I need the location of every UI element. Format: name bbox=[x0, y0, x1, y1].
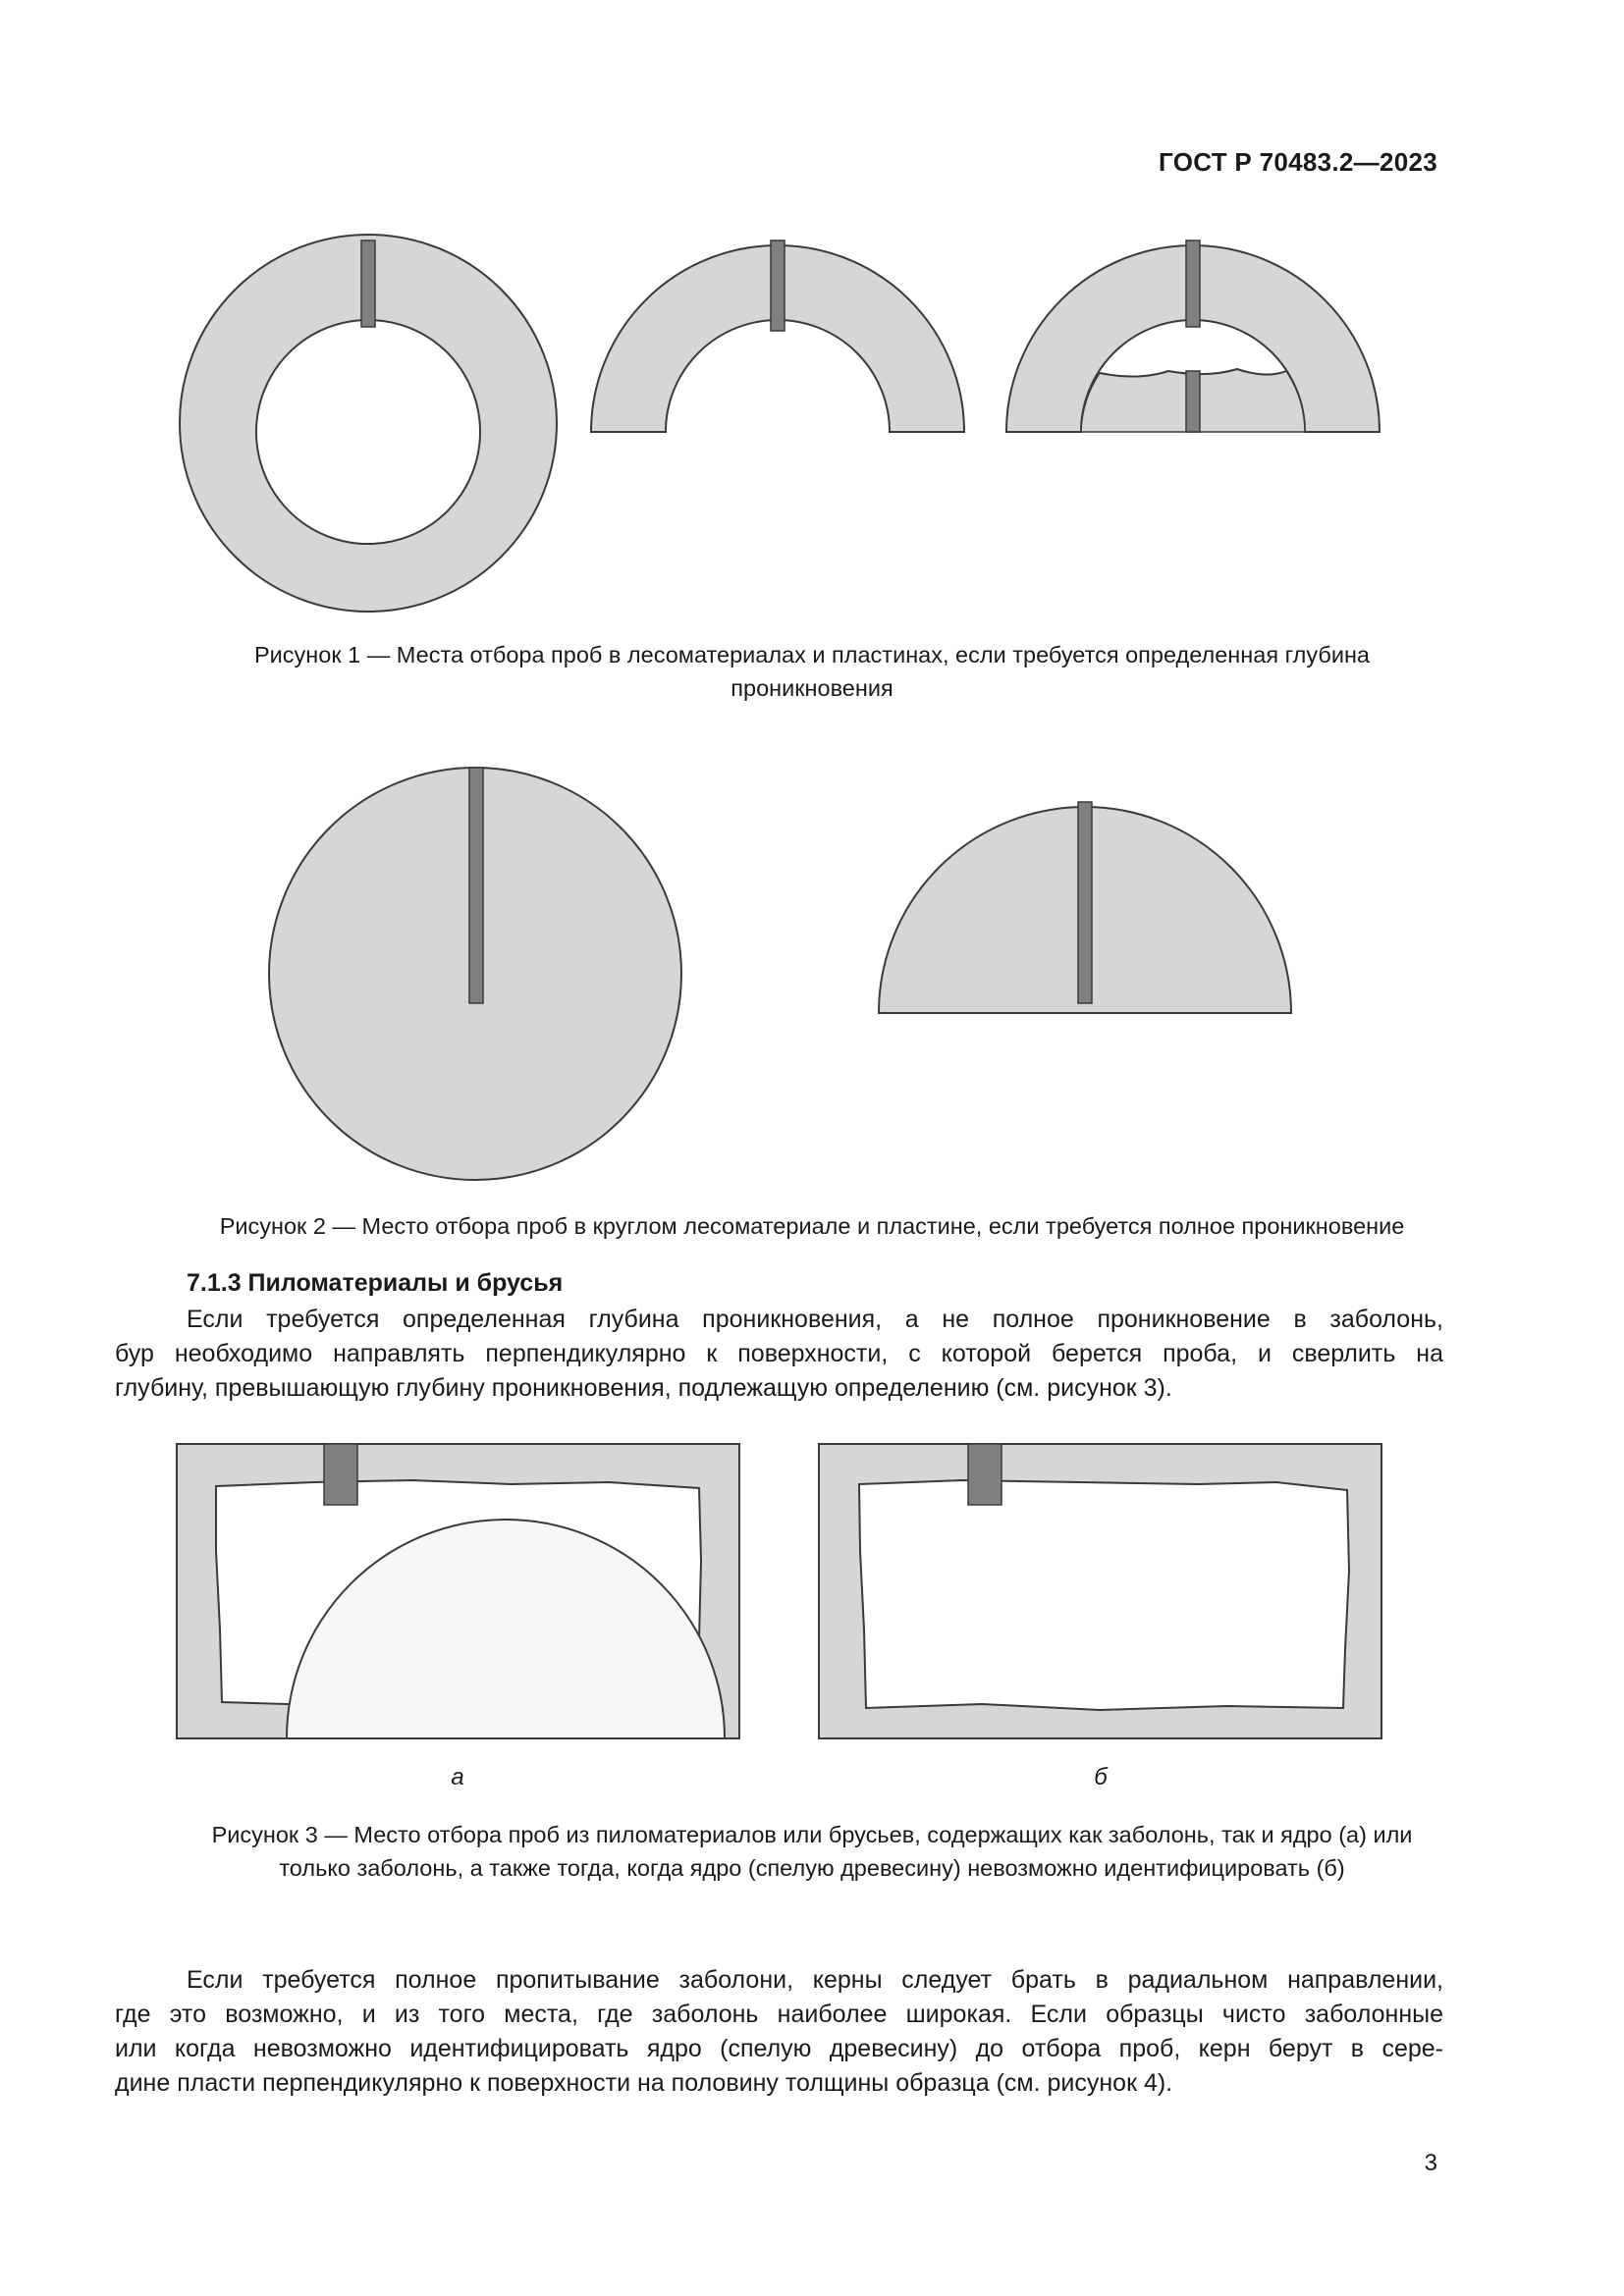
sub-label-b: б bbox=[1094, 1764, 1108, 1790]
figure-1-caption bbox=[128, 638, 1496, 705]
paragraph-line: Если требуется полное пропитывание заболони, керны следует брать в радиальном направлении, bbox=[187, 1966, 1443, 1994]
lumber-sapwood-only bbox=[819, 1444, 1381, 1738]
section-heading: 7.1.3 Пиломатериалы и брусья bbox=[187, 1269, 564, 1297]
standard-code: ГОСТ Р 70483.2—2023 bbox=[1159, 147, 1437, 177]
figure-2-drawing bbox=[0, 746, 1624, 1198]
inner-cavity bbox=[859, 1480, 1349, 1710]
page-number: 3 bbox=[1424, 2150, 1437, 2176]
figure-2 bbox=[0, 746, 1624, 1256]
core-sample bbox=[324, 1444, 357, 1505]
figure-3-caption bbox=[128, 1818, 1496, 1885]
core-sample bbox=[1078, 802, 1092, 1003]
paragraph-line: Если требуется определенная глубина проникновения, а не полное проникновение в заболонь, bbox=[187, 1306, 1443, 1333]
core-sample-lower bbox=[1186, 371, 1200, 432]
sub-label-a: а bbox=[451, 1764, 464, 1790]
half-ring-split-core-section bbox=[1006, 240, 1380, 432]
core-sample-upper bbox=[1186, 240, 1200, 327]
section-paragraph bbox=[115, 1303, 1443, 1406]
caption-line: Рисунок 3 — Место отбора проб из пиломатериалов или брусьев, содержащих как заболонь, так и ядро (а) или bbox=[211, 1822, 1413, 1847]
paragraph-line: бур необходимо направлять перпендикулярно к поверхности, с которой берется проба, и сверлить на bbox=[115, 1340, 1443, 1367]
ring-full-section bbox=[180, 235, 557, 612]
paragraph-line: глубину, превышающую глубину проникновения, подлежащую определению (см. рисунок 3). bbox=[115, 1374, 1172, 1402]
caption-line: проникновения bbox=[731, 675, 893, 701]
core-sample bbox=[469, 768, 483, 1003]
full-disc-section bbox=[269, 768, 681, 1180]
paragraph-line: или когда невозможно идентифицировать ядро (спелую древесину) до отбора проб, керн берут в сере- bbox=[115, 2035, 1443, 2062]
paragraph-line: где это возможно, и из того места, где заболонь наиболее широкая. Если образцы чисто заболонные bbox=[115, 2001, 1443, 2028]
core-sample bbox=[968, 1444, 1001, 1505]
figure-1 bbox=[0, 0, 1624, 701]
figure-2-caption bbox=[128, 1209, 1496, 1243]
core-sample bbox=[361, 240, 375, 327]
figure-3 bbox=[0, 1433, 1624, 1885]
closing-paragraph bbox=[115, 1963, 1443, 2101]
caption-line: только заболонь, а также тогда, когда ядро (спелую древесину) невозможно идентифицировать (б) bbox=[279, 1855, 1345, 1881]
caption-line: Рисунок 1 — Места отбора проб в лесоматериалах и пластинах, если требуется определенная глубина bbox=[254, 642, 1370, 667]
figure-3-drawing bbox=[0, 1433, 1624, 1747]
core-sample bbox=[771, 240, 785, 331]
lumber-with-heartwood bbox=[177, 1444, 739, 1738]
half-disc-section bbox=[879, 802, 1291, 1013]
figure-1-drawing bbox=[0, 0, 1624, 687]
caption-line: Рисунок 2 — Место отбора проб в круглом лесоматериале и пластине, если требуется полное проникновение bbox=[219, 1213, 1405, 1239]
paragraph-line: дине пласти перпендикулярно к поверхности на половину толщины образца (см. рисунок 4). bbox=[115, 2069, 1173, 2097]
half-ring-section bbox=[591, 240, 964, 432]
